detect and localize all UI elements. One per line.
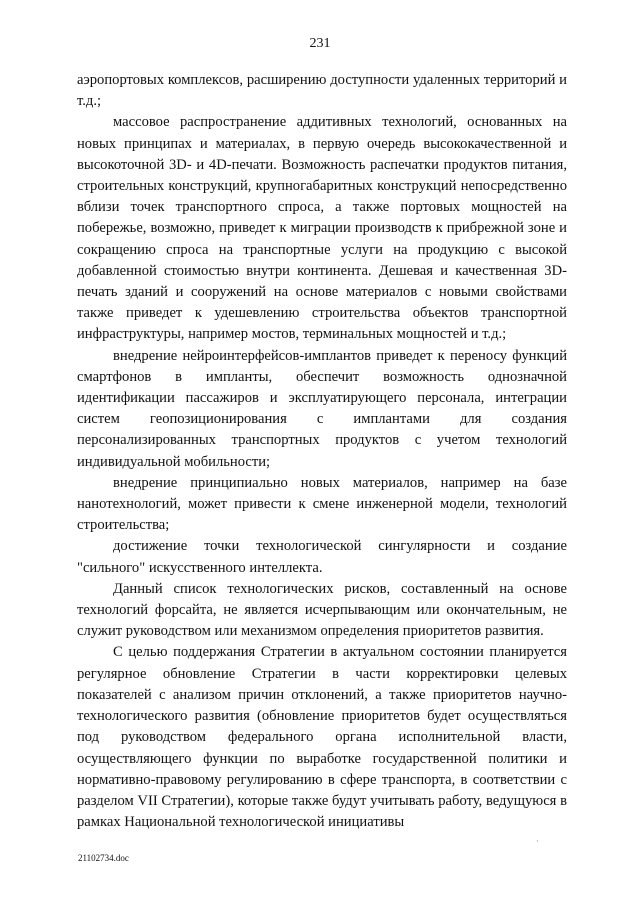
document-body <box>77 70 567 833</box>
corner-mark: · <box>536 836 539 846</box>
page-number: 231 <box>309 36 331 51</box>
paragraph: С целью поддержания Стратегии в актуальном состоянии планируется регулярное обновление Стратегии в части корректировки целевых показателей с анализом причин отклонений, а также приоритетов научно-технологического развития (обновление приоритетов будет осуществляться под руководством федерального органа исполнительной власти, осуществляющего функции по выработке государственной политики и нормативно-правовому регулированию в сфере транспорта, в соответствии с разделом VII Стратегии), которые также будут учитывать работу, ведущуюся в рамках Национальной технологической инициативы <box>77 644 567 831</box>
paragraph: внедрение нейроинтерфейсов-имплантов приведет к переносу функций смартфонов в импланты, обеспечит возможность однозначной идентификации пассажиров и эксплуатирующего персонала, интеграции систем геопозиционирования с имплантами для создания персонализированных транспортных продуктов с учетом технологий индивидуальной мобильности; <box>77 347 567 470</box>
paragraph: внедрение принципиально новых материалов, например на базе нанотехнологий, может привести к смене инженерной модели, технологий строительства; <box>77 474 567 534</box>
paragraph: достижение точки технологической сингулярности и создание "сильного" искусственного интеллекта. <box>77 538 567 576</box>
paragraph: массовое распространение аддитивных технологий, основанных на новых принципах и материалах, в первую очередь высококачественной и высокоточной 3D- и 4D-печати. Возможность распечатки продуктов питания, строительных конструкций, крупногабаритных конструкций непосредственно вблизи точек транспортного спроса, а также портовых мощностей на побережье, возможно, приведет к миграции производств к прибрежной зоне и сокращению спроса на транспортные услуги на продукцию с высокой добавленной стоимостью внутри континента. Дешевая и качественная 3D-печать зданий и сооружений на основе материалов с новыми свойствами также приведет к удешевлению строительства объектов транспортной инфраструктуры, например мостов, терминальных мощностей и т.д.; <box>77 114 567 343</box>
paragraph: аэропортовых комплексов, расширению доступности удаленных территорий и т.д.; <box>77 72 567 110</box>
paragraph: Данный список технологических рисков, составленный на основе технологий форсайта, не является исчерпывающим или окончательным, не служит руководством или механизмом определения приоритетов развития. <box>77 580 567 640</box>
footer-filename: 21102734.doc <box>78 853 129 863</box>
